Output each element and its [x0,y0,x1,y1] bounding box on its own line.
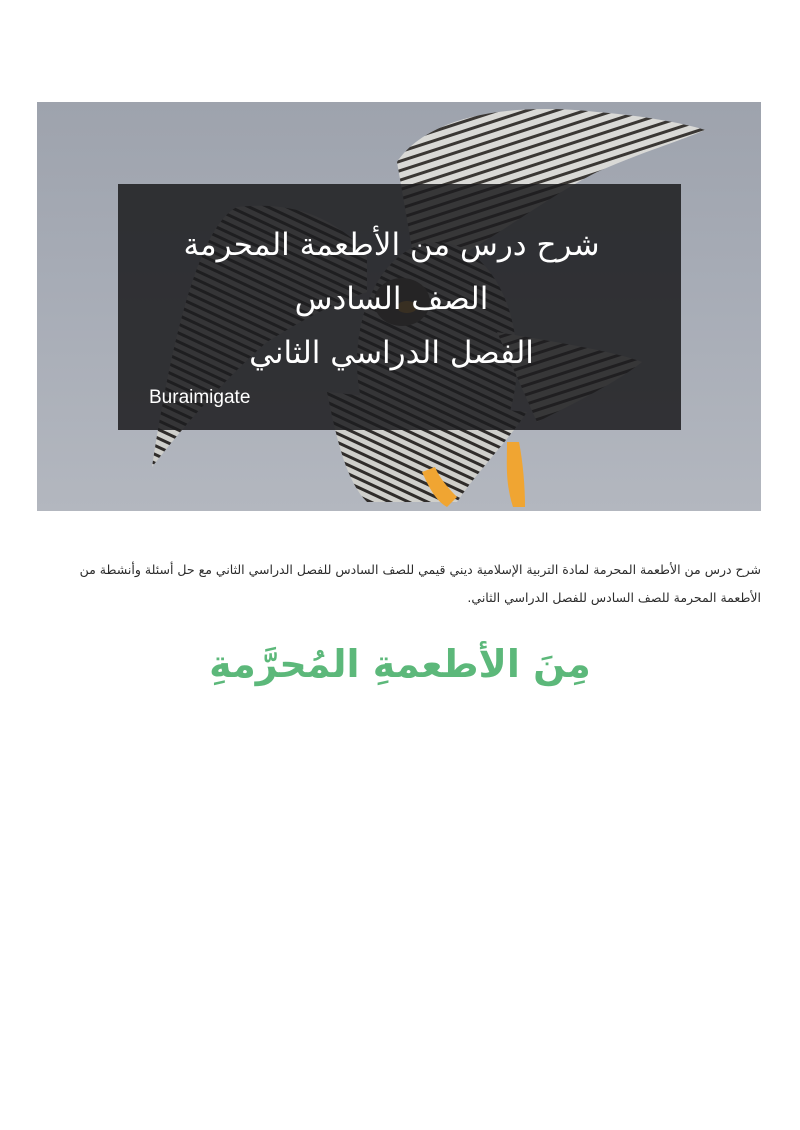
hero-image [37,102,761,511]
section-heading: مِنَ الأطعمةِ المُحرَّمةِ [209,642,591,686]
intro-paragraph: شرح درس من الأطعمة المحرمة لمادة التربية الإسلامية ديني قيمي للصف السادس للفصل الدراسي الثاني مع حل أسئلة وأنشطة من الأطعمة المحرمة للصف السادس للفصل الدراسي الثاني. [79,561,761,605]
brand-label: Buraimigate [149,387,251,408]
hero-caption-box [118,184,681,430]
hero-title-line: شرح درس من الأطعمة المحرمة [183,227,600,263]
hero-title-line: الصف السادس [294,281,489,317]
hero-title-line: الفصل الدراسي الثاني [249,335,534,371]
hero-title [138,218,645,380]
